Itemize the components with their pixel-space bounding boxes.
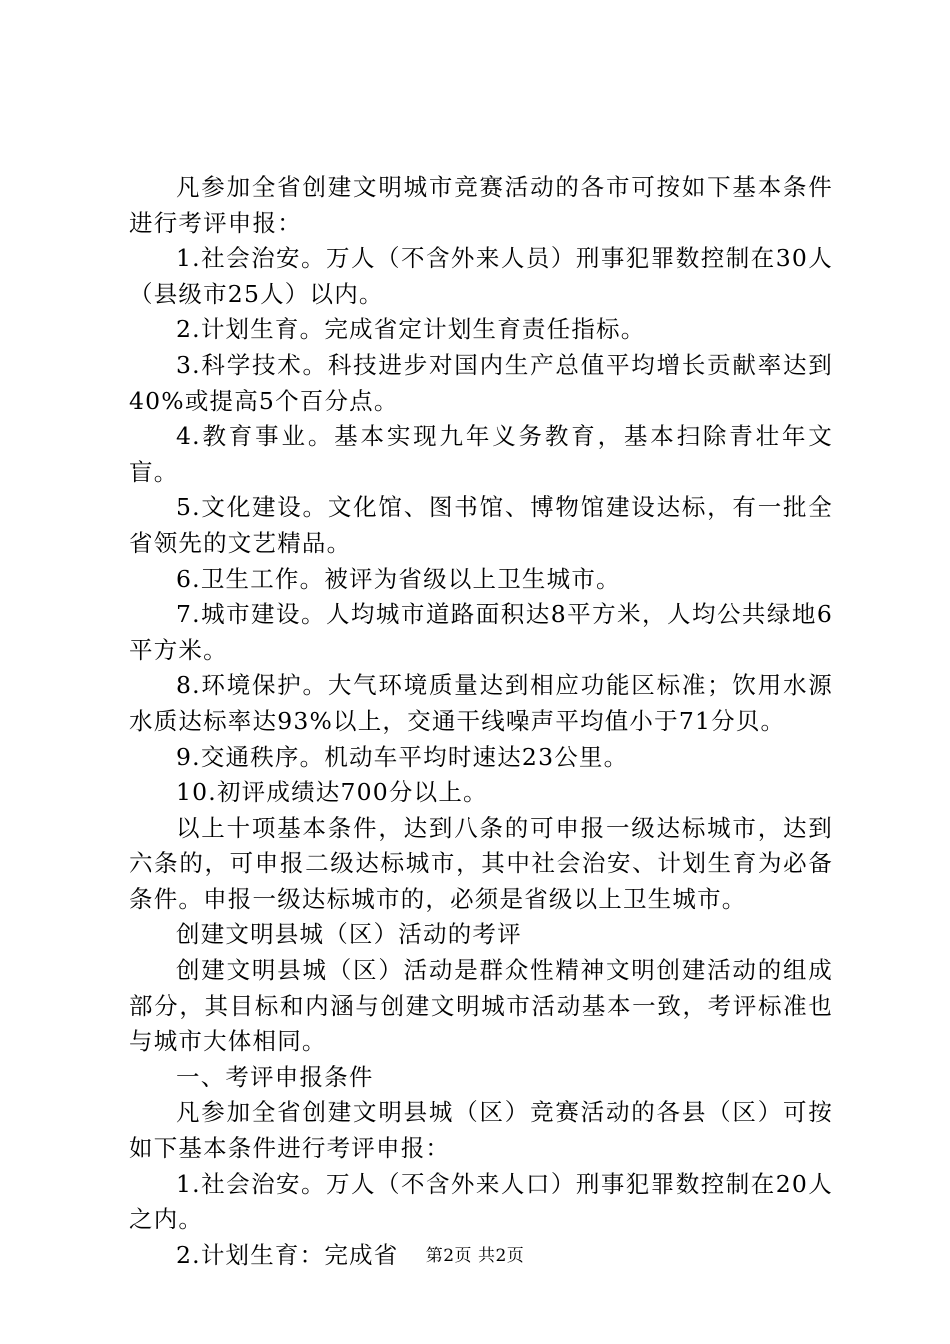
paragraph-item-traffic: 9.交通秩序。机动车平均时速达23公里。 (176, 742, 629, 771)
page-number-footer: 第2页 共2页 (425, 1246, 525, 1266)
paragraph-item-public-security: 1.社会治安。万人（不含外来人员）刑事犯罪数控制在30人（县级市25人）以内。 (129, 244, 833, 308)
paragraph-item-environment: 8.环境保护。大气环境质量达到相应功能区标准；饮用水源水质达标率达93%以上，交通干线噪声平均值小于71分贝。 (129, 671, 833, 735)
paragraph-item-science-technology: 3.科学技术。科技进步对国内生产总值平均增长贡献率达到40%或提高5个百分点。 (129, 350, 833, 415)
paragraph-item-urban-construction: 7.城市建设。人均城市道路面积达8平方米，人均公共绿地6平方米。 (129, 600, 833, 664)
paragraph-item-education: 4.教育事业。基本实现九年义务教育，基本扫除青壮年文盲。 (129, 422, 833, 486)
paragraph-county-item-family-planning: 2.计划生育：完成省 (176, 1240, 399, 1269)
paragraph-item-initial-score: 10.初评成绩达700分以上。 (176, 778, 488, 807)
paragraph-intro-county: 凡参加全省创建文明县城（区）竞赛活动的各县（区）可按如下基本条件进行考评申报： (129, 1098, 833, 1163)
paragraph-item-health: 6.卫生工作。被评为省级以上卫生城市。 (176, 564, 621, 593)
subsection-heading-conditions: 一、考评申报条件 (176, 1062, 374, 1091)
paragraph-item-family-planning: 2.计划生育。完成省定计划生育责任指标。 (176, 315, 646, 344)
section-heading-county: 创建文明县城（区）活动的考评 (176, 920, 522, 949)
paragraph-county-item-public-security: 1.社会治安。万人（不含外来人口）刑事犯罪数控制在20人之内。 (129, 1169, 833, 1234)
paragraph-intro-city: 凡参加全省创建文明城市竞赛活动的各市可按如下基本条件进行考评申报： (129, 173, 833, 237)
paragraph-county-overview: 创建文明县城（区）活动是群众性精神文明创建活动的组成部分，其目标和内涵与创建文明城市活动基本一致，考评标准也与城市大体相同。 (129, 956, 833, 1056)
document-body (129, 170, 833, 1273)
paragraph-summary-city: 以上十项基本条件，达到八条的可申报一级达标城市，达到六条的，可申报二级达标城市，其中社会治安、计划生育为必备条件。申报一级达标城市的，必须是省级以上卫生城市。 (129, 813, 833, 913)
paragraph-item-culture: 5.文化建设。文化馆、图书馆、博物馆建设达标，有一批全省领先的文艺精品。 (129, 493, 833, 557)
